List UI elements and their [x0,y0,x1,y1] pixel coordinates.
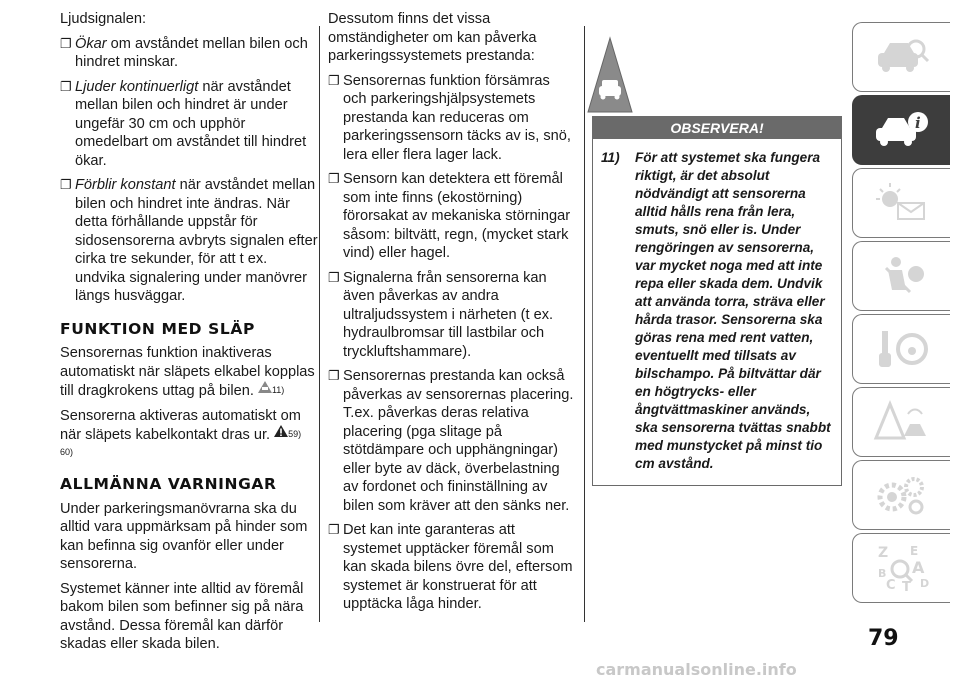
svg-text:E: E [909,544,918,558]
list-item [328,367,576,515]
checkbox-bullet-icon: ❐ [328,72,340,88]
column-left [60,10,318,660]
tab-alphabetical-index[interactable] [852,533,950,603]
svg-text:A: A [911,558,924,577]
bullet-emphasis: Förblir konstant [75,177,176,193]
warning-triangle-icon [274,425,288,437]
bullet-text: Sensorn kan detektera ett föremål som inte finns (ekostörning) förorsakat av mekaniska störningar såsom: biltvätt, regn, (mycket stark vind) eller hagel. [343,171,571,261]
tab-maintenance[interactable] [852,460,950,530]
list-item [60,176,318,306]
bullet-text: om avståndet mellan bilen och hindret minskar. [75,35,308,70]
car-info-icon [872,108,932,152]
bullet-text: Det kan inte garanteras att systemet upptäcker föremål som kan skada bilens övre del, eftersom systemet är konstruerat för att upptäcka låga hinder. [343,522,573,612]
bullet-emphasis: Ljuder kontinuerligt [75,78,199,95]
checkbox-bullet-icon: ❐ [328,269,340,285]
footnote-ref[interactable]: 59) [288,429,302,439]
section-heading-trailer: FUNKTION MED SLÄP [60,319,255,338]
warning-title: OBSERVERA! [593,117,841,139]
paragraph [60,407,318,462]
bullet-emphasis: Ökar [75,35,107,52]
tab-key-steering[interactable] [852,314,950,384]
page-number: 79 [868,626,899,651]
list-item [328,170,576,263]
checkbox-bullet-icon: ❐ [60,35,72,51]
svg-text:Z: Z [877,545,888,561]
watermark: carmanualsonline.info [596,660,797,678]
column-middle [328,10,576,620]
column-divider [584,26,585,622]
list-item [60,35,318,72]
checkbox-bullet-icon: ❐ [60,78,72,94]
checkbox-bullet-icon: ❐ [328,171,340,186]
section-heading-warnings: ALLMÄNNA VARNINGAR [60,475,277,493]
paragraph [60,344,318,401]
intro-text: Dessutom finns det vissa omständigheter om kan påverka parkeringssystemets prestanda: [328,11,537,64]
footnote-ref[interactable]: 60) [60,446,74,457]
checkbox-bullet-icon: ❐ [60,177,72,192]
warning-box [592,116,842,486]
bullet-text: när avståndet mellan bilen och hindret inte ändras. När detta förhållande uppstår för sidosensorerna avbryts signalen efter cirka tre sekunder, för att t ex. undvika signalering under manövrer längs husväggar. [75,177,318,304]
tab-warning-lights[interactable] [852,168,950,238]
warning-lights-icon [872,181,932,225]
svg-text:i: i [914,114,921,132]
alphabetical-index-icon [872,543,932,593]
car-warning-ref-icon [258,381,272,393]
car-warning-icon [586,36,634,114]
list-item [328,269,576,362]
key-steering-icon [872,327,932,371]
bullet-text: Signalerna från sensorerna kan även påverkas av andra ultraljudssystem i närheten (t ex. hydraulbromsar till lastbilar och tryckluftshammare). [343,269,554,360]
list-item [328,521,576,614]
svg-text:C: C [885,578,896,593]
footnote-ref[interactable]: 11) [271,385,285,395]
checkbox-bullet-icon: ❐ [328,522,340,537]
paragraph-text: Systemet känner inte alltid av föremål bakom bilen som befinner sig på nära avstånd. Dessa föremål kan därför skadas eller skada bilen. [60,580,304,652]
paragraph-text: Under parkeringsmanövrarna ska du alltid vara uppmärksam på hinder som kan befinna sig ovanför eller under sensorerna. [60,500,308,572]
warning-body [593,139,841,485]
emergency-road-icon [872,400,932,444]
warning-number: 11) [601,150,620,165]
svg-text:B: B [877,567,886,580]
list-item [60,78,318,171]
paragraph-text: Sensorernas funktion inaktiveras automatiskt när släpets elkabel kopplas till dragkrokens uttag på bilen. [60,345,315,399]
warning-text: För att systemet ska fungera riktigt, är det absolut nödvändigt att sensorerna alltid hålls rena från lera, smuts, snö eller is. Under rengöringen av sensorerna, var mycket noga med att inte repa eller skada dem. Undvik att använda torra, sträva eller hårda trasor. Sensorerna ska göras rena med rent vatten, eventuellt med tillsats av bilschampo. På biltvättar där en högtrycks- eller ångtvättmaskiner används, ska sensorerna tvättas snabbt med munstycket på minst tio cm avstånd. [635,150,831,471]
tab-car-search[interactable] [852,22,950,92]
chapter-tabs [852,22,960,606]
bullet-text: när avståndet mellan bilen och hindret är under ungefär 30 cm och upphör omedelbart om avståndet till hindret ökar. [75,78,307,169]
bullet-text: Sensorernas prestanda kan också påverkas av sensorernas placering. T.ex. påverkas deras relativa placering (pga slitage på stötdämpare och upphängningar) eller byte av däck, överbelastning av fordonet och fininställning av bilen som kräver att den sänks ner. [343,368,574,514]
paragraph-text: Sensorerna aktiveras automatiskt om när släpets kabelkontakt dras ur. [60,407,301,443]
tab-car-info[interactable] [852,95,950,165]
intro-text: Ljudsignalen: [60,11,147,27]
airbag-safety-icon [872,254,932,298]
maintenance-gears-icon [872,473,932,517]
list-item [328,72,576,165]
car-search-icon [872,35,932,79]
checkbox-bullet-icon: ❐ [328,368,340,383]
column-divider [319,26,320,622]
svg-text:T: T [901,580,911,593]
warning-item [601,149,833,473]
bullet-text: Sensorernas funktion försämras och parkeringshjälpsystemets prestanda kan reduceras om parkeringssensorn täcks av is, snö, lera eller flera lager lack. [343,72,571,163]
tab-emergency-road[interactable] [852,387,950,457]
svg-text:D: D [919,577,929,590]
tab-airbag-safety[interactable] [852,241,950,311]
column-right [592,10,842,486]
